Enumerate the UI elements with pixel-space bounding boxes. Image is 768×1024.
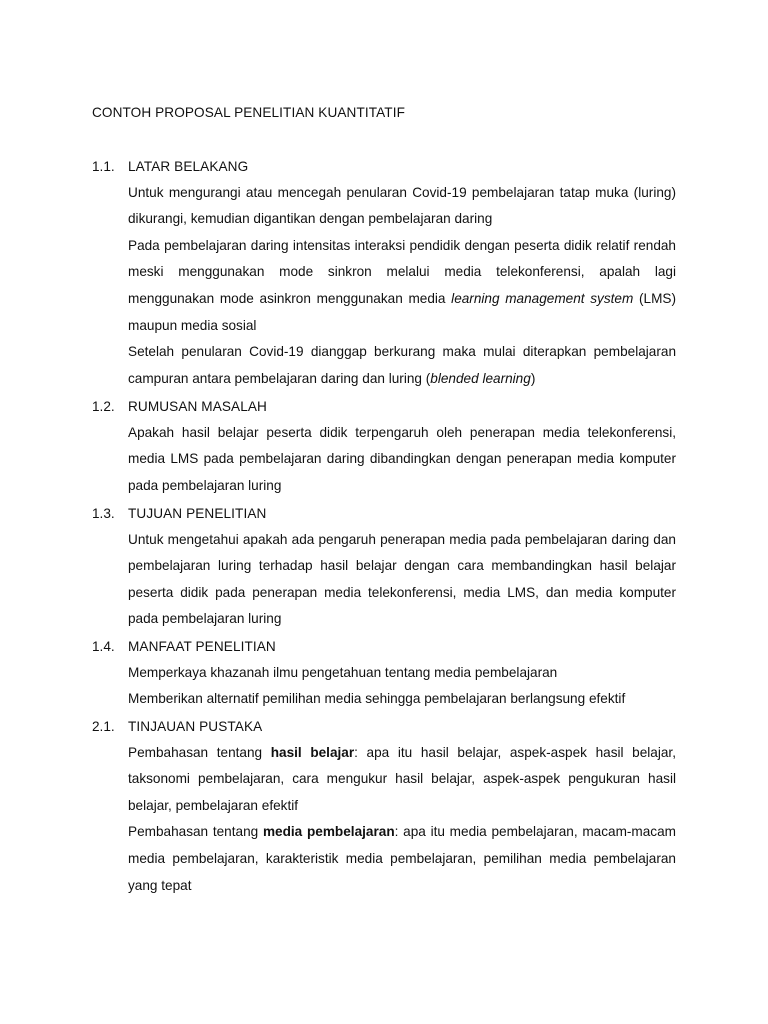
text-run: Pada pembelajaran daring intensitas interaksi pendidik dengan peserta didik relatif rendah meski menggunakan mode sinkron melalui media telekonferensi, apalah lagi menggunakan mode asinkron menggunakan media bbox=[128, 237, 676, 306]
section bbox=[92, 393, 676, 499]
paragraph bbox=[128, 660, 676, 687]
text-run: (LMS) maupun media sosial bbox=[128, 290, 677, 333]
section-heading bbox=[92, 500, 676, 527]
text-run: ) bbox=[530, 370, 536, 386]
section-number: 1.4. bbox=[92, 638, 115, 654]
paragraph bbox=[128, 819, 676, 899]
section-title: TUJUAN PENELITIAN bbox=[128, 505, 267, 521]
paragraph bbox=[128, 686, 676, 713]
bold-term: hasil belajar bbox=[270, 744, 355, 760]
italic-term: blended learning bbox=[430, 370, 531, 386]
text-run: Untuk mengurangi atau mencegah penularan Covid-19 pembelajaran tatap muka (luring) dikurangi, kemudian digantikan dengan pembelajaran daring bbox=[128, 184, 676, 227]
italic-term: learning management system bbox=[451, 290, 634, 306]
section-heading bbox=[92, 153, 676, 180]
section-title: MANFAAT PENELITIAN bbox=[128, 638, 276, 654]
text-run: : apa itu media pembelajaran, macam-macam media pembelajaran, karakteristik media pembelajaran, pemilihan media pembelajaran yang tepat bbox=[128, 824, 676, 893]
section-title: TINJAUAN PUSTAKA bbox=[128, 718, 263, 734]
section bbox=[92, 713, 676, 899]
paragraph bbox=[128, 527, 676, 633]
section bbox=[92, 633, 676, 713]
text-run: Untuk mengetahui apakah ada pengaruh penerapan media pada pembelajaran daring dan pembelajaran luring terhadap hasil belajar dengan cara membandingkan hasil belajar peserta didik pada penerapan media telekonferensi, media LMS, dan media komputer pada pembelajaran luring bbox=[128, 531, 676, 627]
section-number: 1.1. bbox=[92, 158, 115, 174]
section-title: RUMUSAN MASALAH bbox=[128, 398, 267, 414]
text-run: Setelah penularan Covid-19 dianggap berkurang maka mulai diterapkan pembelajaran campuran antara pembelajaran daring dan luring ( bbox=[128, 344, 676, 386]
text-run: Pembahasan tentang bbox=[128, 824, 263, 840]
section-number: 1.3. bbox=[92, 505, 115, 521]
section-heading bbox=[92, 633, 676, 660]
section-title: LATAR BELAKANG bbox=[128, 158, 249, 174]
section-number: 1.2. bbox=[92, 398, 115, 414]
text-run: Memperkaya khazanah ilmu pengetahuan tentang media pembelajaran bbox=[128, 664, 558, 680]
section bbox=[92, 153, 676, 392]
text-run: Pembahasan tentang bbox=[128, 744, 271, 760]
paragraph bbox=[128, 339, 676, 392]
section-heading bbox=[92, 393, 676, 420]
section-number: 2.1. bbox=[92, 718, 115, 734]
text-run: Apakah hasil belajar peserta didik terpengaruh oleh penerapan media telekonferensi, media LMS pada pembelajaran daring dibandingkan dengan penerapan media komputer pada pembelajaran luring bbox=[128, 424, 676, 493]
section-heading bbox=[92, 713, 676, 740]
paragraph bbox=[128, 233, 676, 339]
section bbox=[92, 500, 676, 633]
paragraph bbox=[128, 420, 676, 500]
paragraph bbox=[128, 180, 676, 233]
text-run: : apa itu hasil belajar, aspek-aspek hasil belajar, taksonomi pembelajaran, cara mengukur hasil belajar, aspek-aspek pengukuran hasil belajar, pembelajaran efektif bbox=[128, 744, 676, 813]
paragraph bbox=[128, 740, 676, 820]
document-title: CONTOH PROPOSAL PENELITIAN KUANTITATIF bbox=[92, 105, 405, 120]
text-run: Memberikan alternatif pemilihan media sehingga pembelajaran berlangsung efektif bbox=[128, 691, 626, 707]
bold-term: media pembelajaran bbox=[262, 824, 395, 840]
